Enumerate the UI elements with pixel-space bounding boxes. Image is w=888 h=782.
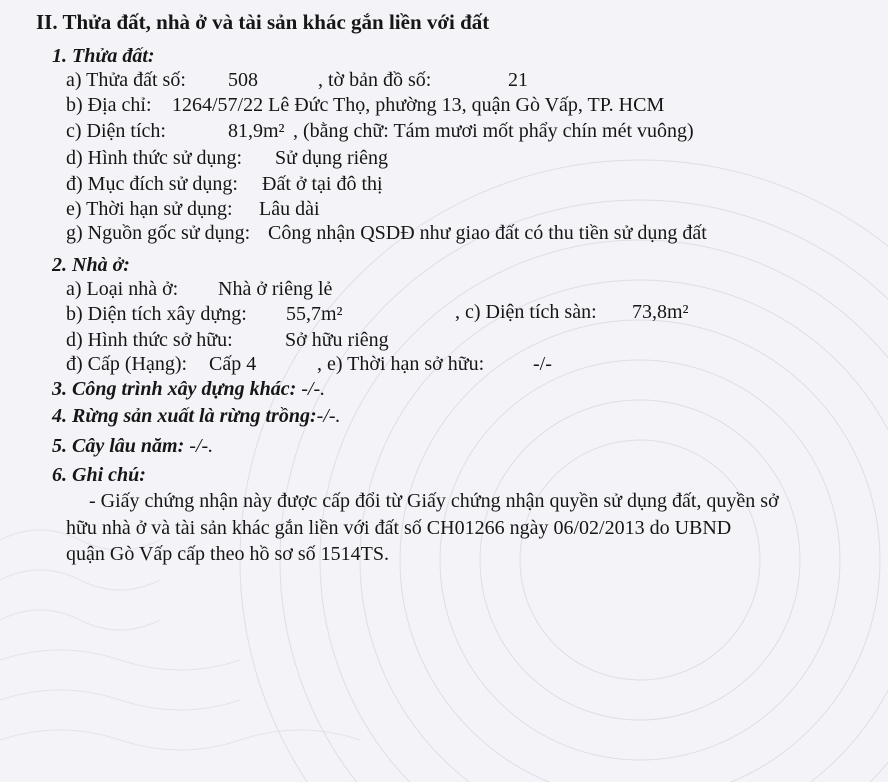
house-type-label: a) Loại nhà ở: [66, 278, 179, 300]
grade-label: đ) Cấp (Hạng): [66, 353, 188, 375]
map-label: , tờ bản đồ số: [318, 69, 432, 91]
build-area-value: 55,7m² [286, 303, 343, 325]
other-construction-heading: 3. Công trình xây dựng khác: [52, 378, 297, 400]
address-label: b) Địa chỉ: [66, 94, 152, 116]
forest-value: -/-. [316, 405, 341, 427]
notes-line-3: quận Gò Vấp cấp theo hồ sơ số 1514TS. [66, 543, 389, 565]
ownership-value: Sở hữu riêng [285, 329, 389, 351]
notes-line-1: - Giấy chứng nhận này được cấp đổi từ Giấy chứng nhận quyền sử dụng đất, quyền sở [89, 490, 779, 512]
address-value: 1264/57/22 Lê Đức Thọ, phường 13, quận Gò Vấp, TP. HCM [172, 94, 665, 116]
perennial-value: -/-. [184, 435, 214, 457]
area-value: 81,9m² [228, 120, 285, 142]
forest-row [52, 404, 341, 428]
parcel-number: 508 [228, 69, 258, 91]
build-area-label: b) Diện tích xây dựng: [66, 303, 247, 325]
floor-area-label: , c) Diện tích sàn: [455, 301, 597, 323]
perennial-heading: 5. Cây lâu năm: [52, 435, 185, 457]
origin-label: g) Nguồn gốc sử dụng: [66, 222, 251, 244]
usage-form-label: d) Hình thức sử dụng: [66, 147, 243, 169]
own-duration-value: -/- [533, 353, 552, 375]
purpose-label: đ) Mục đích sử dụng: [66, 173, 238, 195]
grade-value: Cấp 4 [209, 353, 257, 375]
house-type-value: Nhà ở riêng lẻ [218, 278, 333, 300]
notes-heading: 6. Ghi chú: [52, 464, 146, 486]
own-duration-label: , e) Thời hạn sở hữu: [317, 353, 485, 375]
area-label: c) Diện tích: [66, 120, 166, 142]
usage-form-value: Sử dụng riêng [275, 147, 389, 169]
land-heading: 1. Thửa đất: [52, 45, 155, 67]
map-number: 21 [508, 69, 528, 91]
perennial-row [52, 434, 213, 458]
other-construction-value: -/-. [296, 378, 326, 400]
origin-value: Công nhận QSDĐ như giao đất có thu tiền sử dụng đất [268, 222, 707, 244]
area-words: , (bằng chữ: Tám mươi mốt phẩy chín mét vuông) [293, 120, 694, 142]
purpose-value: Đất ở tại đô thị [262, 173, 383, 195]
other-construction-row [52, 377, 325, 401]
forest-heading: 4. Rừng sản xuất là rừng trồng: [52, 405, 317, 427]
floor-area-value: 73,8m² [632, 301, 689, 323]
duration-label: e) Thời hạn sử dụng: [66, 198, 233, 220]
notes-line-2: hữu nhà ở và tài sản khác gắn liền với đất số CH01266 ngày 06/02/2013 do UBND [66, 517, 732, 539]
parcel-label: a) Thửa đất số: [66, 69, 186, 91]
section-title: II. Thửa đất, nhà ở và tài sản khác gắn liền với đất [36, 10, 490, 34]
ownership-label: d) Hình thức sở hữu: [66, 329, 233, 351]
duration-value: Lâu dài [259, 198, 320, 220]
house-heading: 2. Nhà ở: [52, 254, 130, 276]
